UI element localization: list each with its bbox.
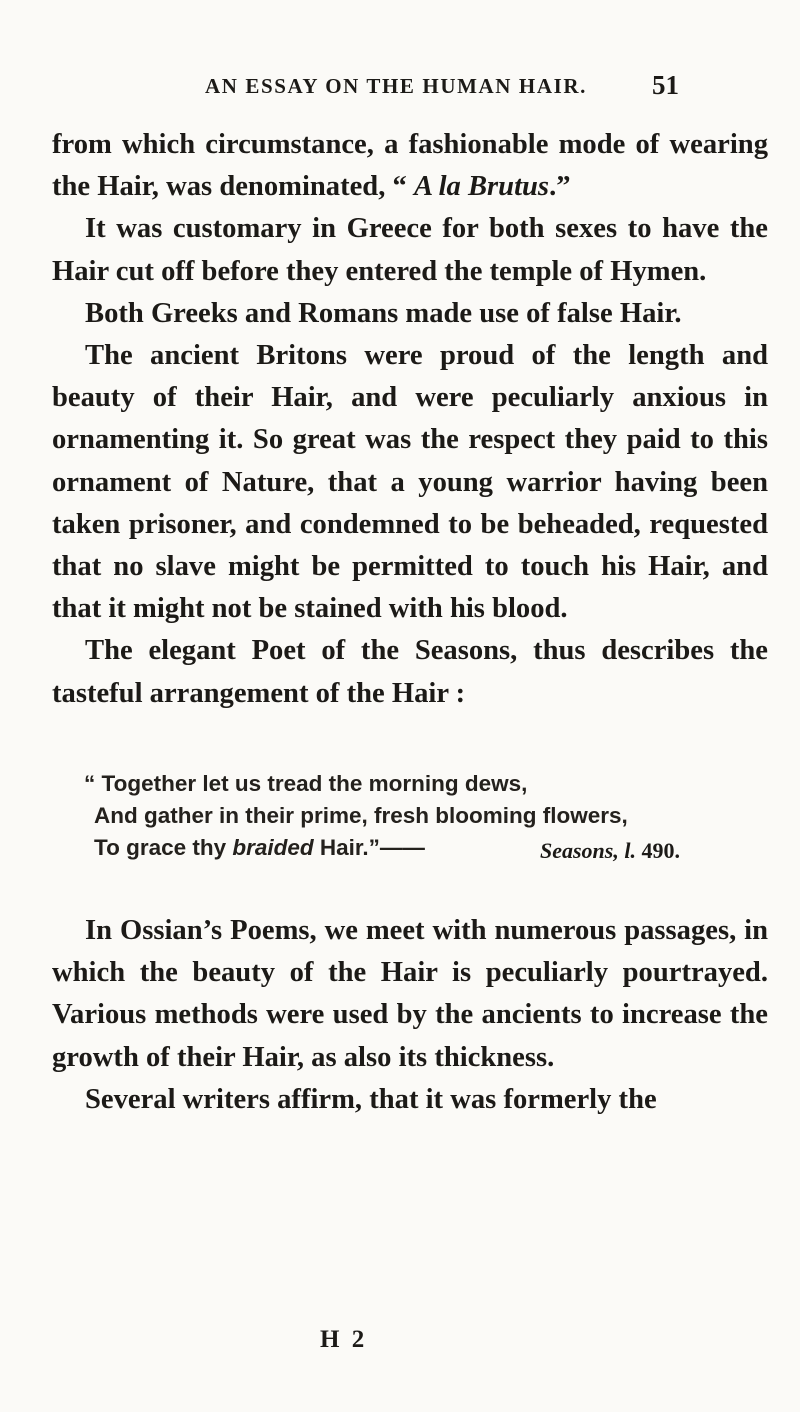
page-number: 51 [652, 70, 679, 100]
verse-line-3: To grace thy braided Hair.”—— [94, 835, 425, 860]
paragraph-2: It was customary in Greece for both sexes to have the Hair cut off before they entered the temple of Hymen. [52, 213, 768, 287]
verse-line-1: “ Together let us tread the morning dews, [84, 771, 528, 796]
verse-line-2: And gather in their prime, fresh blooming flowers, [94, 803, 628, 828]
quotation-citation: Seasons, l. 490. [540, 838, 680, 863]
paragraph-3: Both Greeks and Romans made use of false Hair. [85, 297, 682, 329]
paragraph-4: The ancient Britons were proud of the length and beauty of their Hair, and were peculiarly anxious in ornamenting it. So great was the respect they paid to this ornament of Nature, that a young warrior having been taken prisoner, and condemned to be beheaded, requested that no slave might be permitted to touch his Hair, and that it might not be stained with his blood. [52, 340, 768, 625]
italic-term: A la Brutus [413, 171, 550, 203]
body-text-lower [52, 910, 768, 1121]
body-text-upper [52, 124, 768, 715]
paragraph-5: The elegant Poet of the Seasons, thus describes the tasteful arrangement of the Hair : [52, 635, 768, 709]
paragraph-1: from which circumstance, a fashionable mode of wearing the Hair, was denominated, “ A la Brutus.” [52, 129, 768, 203]
running-head [0, 68, 800, 108]
paragraph-6: In Ossian’s Poems, we meet with numerous passages, in which the beauty of the Hair is peculiarly pourtrayed. Various methods were used by the ancients to increase the growth of their Hair, as also its thickness. [52, 915, 768, 1073]
signature-mark: H 2 [320, 1326, 368, 1353]
paragraph-7: Several writers affirm, that it was formerly the [85, 1083, 657, 1115]
running-title: AN ESSAY ON THE HUMAN HAIR. [205, 74, 587, 98]
